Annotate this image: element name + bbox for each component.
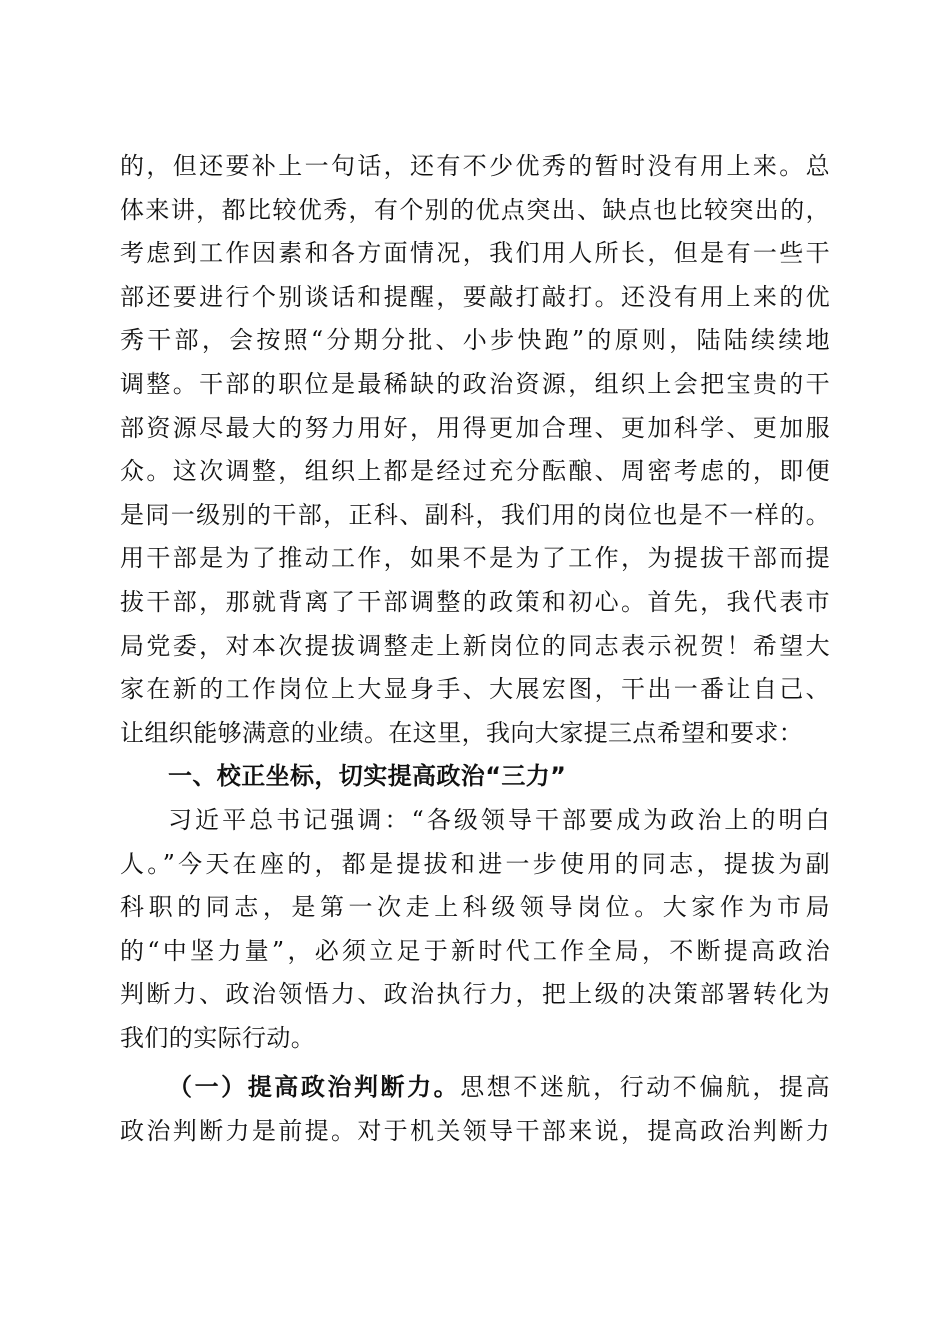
subsection-lead: （一）提高政治判断力。 — [168, 1073, 461, 1102]
text-line: 秀干部，会按照“分期分批、小步快跑”的原则，陆陆续续地 — [120, 326, 830, 355]
text-line: 习近平总书记强调：“各级领导干部要成为政治上的明白 — [168, 805, 830, 834]
text-line: 我们的实际行动。 — [120, 1023, 316, 1052]
paragraph-intro — [120, 145, 830, 755]
text-line: 调整。干部的职位是最稀缺的政治资源，组织上会把宝贵的干 — [120, 369, 830, 398]
text-line: 政治判断力是前提。对于机关领导干部来说，提高政治判断力 — [120, 1117, 830, 1146]
text-line: 家在新的工作岗位上大显身手、大展宏图，干出一番让自己、 — [120, 675, 830, 704]
text-line: 让组织能够满意的业绩。在这里，我向大家提三点希望和要求： — [120, 718, 804, 747]
subsection-text: 思想不迷航，行动不偏航，提高 — [460, 1073, 830, 1102]
text-line — [120, 1066, 830, 1110]
text-line: 是同一级别的干部，正科、副科，我们用的岗位也是不一样的。 — [120, 500, 830, 529]
text-line: 局党委，对本次提拔调整走上新岗位的同志表示祝贺！希望大 — [120, 631, 830, 660]
text-line: 判断力、政治领悟力、政治执行力，把上级的决策部署转化为 — [120, 980, 830, 1009]
text-line: 部资源尽最大的努力用好，用得更加合理、更加科学、更加服 — [120, 413, 830, 442]
text-line: 的“中坚力量”，必须立足于新时代工作全局，不断提高政治 — [120, 936, 830, 965]
text-line: 拔干部，那就背离了干部调整的政策和初心。首先，我代表市 — [120, 587, 830, 616]
text-line: 部还要进行个别谈话和提醒，要敲打敲打。还没有用上来的优 — [120, 282, 830, 311]
document-body — [120, 145, 830, 1154]
text-line: 众。这次调整，组织上都是经过充分酝酿、周密考虑的，即便 — [120, 457, 830, 486]
text-line: 人。”今天在座的，都是提拔和进一步使用的同志，提拔为副 — [120, 849, 830, 878]
text-line: 的，但还要补上一句话，还有不少优秀的暂时没有用上来。总 — [120, 152, 830, 180]
paragraph-section-one — [120, 799, 830, 1061]
text-line: 体来讲，都比较优秀，有个别的优点突出、缺点也比较突出的， — [120, 195, 830, 224]
section-heading: 一、校正坐标，切实提高政治“三力” — [168, 762, 567, 791]
text-line: 科职的同志，是第一次走上科级领导岗位。大家作为市局 — [120, 893, 830, 922]
paragraph-subsection-one — [120, 1066, 830, 1153]
text-line: 考虑到工作因素和各方面情况，我们用人所长，但是有一些干 — [120, 239, 830, 268]
text-line: 用干部是为了推动工作，如果不是为了工作，为提拔干部而提 — [120, 544, 830, 573]
